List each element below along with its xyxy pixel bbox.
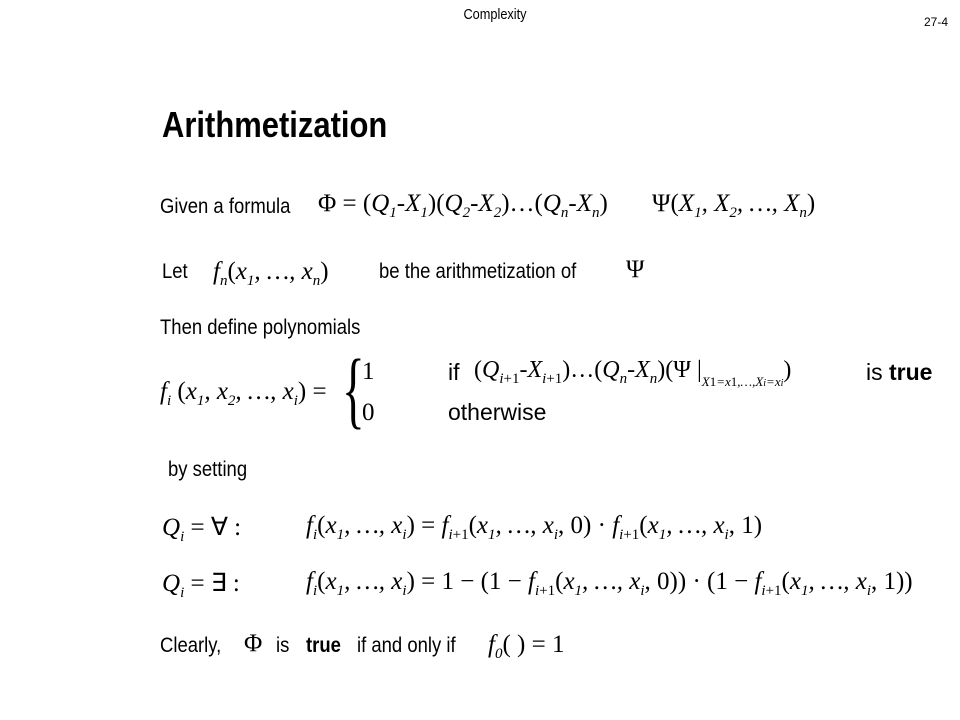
forall-rule-formula: $f_i(x_1$, …, $x_i) = f_{i+1}(x_1$, …, $x_i$, $0) \cdot f_{i+1}(x_1$, …, $x_i$, 1) — [306, 512, 763, 543]
by-setting-label: by setting — [168, 458, 248, 481]
then-define-label: Then define polynomials — [160, 316, 361, 339]
case-otherwise-label: otherwise — [448, 399, 547, 425]
forall-quantifier: $Q_i$ = ∀ : — [162, 514, 242, 545]
case-value-one: 1 — [362, 358, 375, 385]
slide-title: Arithmetization — [162, 104, 388, 145]
is-label: is — [276, 634, 290, 657]
case-true-label: true — [889, 359, 933, 385]
left-brace: { — [342, 341, 365, 437]
exists-quantifier: $Q_i$ = ∃ : — [162, 570, 240, 601]
clearly-label: Clearly, — [160, 634, 222, 657]
page-number: 27-4 — [924, 15, 949, 29]
case-value-zero: 0 — [362, 399, 375, 426]
phi-quantified-formula: $\Phi = (Q_1-X_1)(Q_2-X_2)\dots(Q_n-X_n)$ — [318, 190, 608, 221]
case-condition-formula: $(Q_{i+1}-X_{i+1})\dots(Q_n-X_n)(\Psi$ $|_{X1=x1,\dots,Xi=xi}$) — [474, 357, 792, 389]
let-label: Let — [162, 260, 188, 283]
exists-rule-formula: $f_i(x_1$, …, $x_i) = 1 - (1 - f_{i+1}(x_1$, …, $x_i$, $0)) \cdot (1 - f_{i+1}(x_1$, …, $x_i$, 1)) — [306, 568, 913, 599]
given-label: Given a formula — [160, 195, 291, 218]
case-is-label: is — [866, 359, 883, 385]
header-title: Complexity — [463, 6, 527, 23]
fn-formula: $f_n(x_1$, …, $x_n$) — [213, 258, 329, 289]
phi-symbol: Φ — [244, 630, 263, 657]
true-label: true — [306, 634, 341, 657]
psi-formula: $\Psi(X_1$, $X_2$, …, $X_n$) — [652, 190, 816, 221]
psi-symbol: Ψ — [626, 256, 645, 283]
f0-condition-formula: $f_0$( ) = 1 — [488, 631, 565, 662]
fi-lhs-formula: $f_i$ ($x_1$, $x_2$, …, $x_i$) = — [160, 378, 327, 409]
arithmetization-label: be the arithmetization of — [379, 260, 577, 283]
iff-label: if and only if — [357, 634, 456, 657]
case-if-label: if — [448, 359, 460, 385]
